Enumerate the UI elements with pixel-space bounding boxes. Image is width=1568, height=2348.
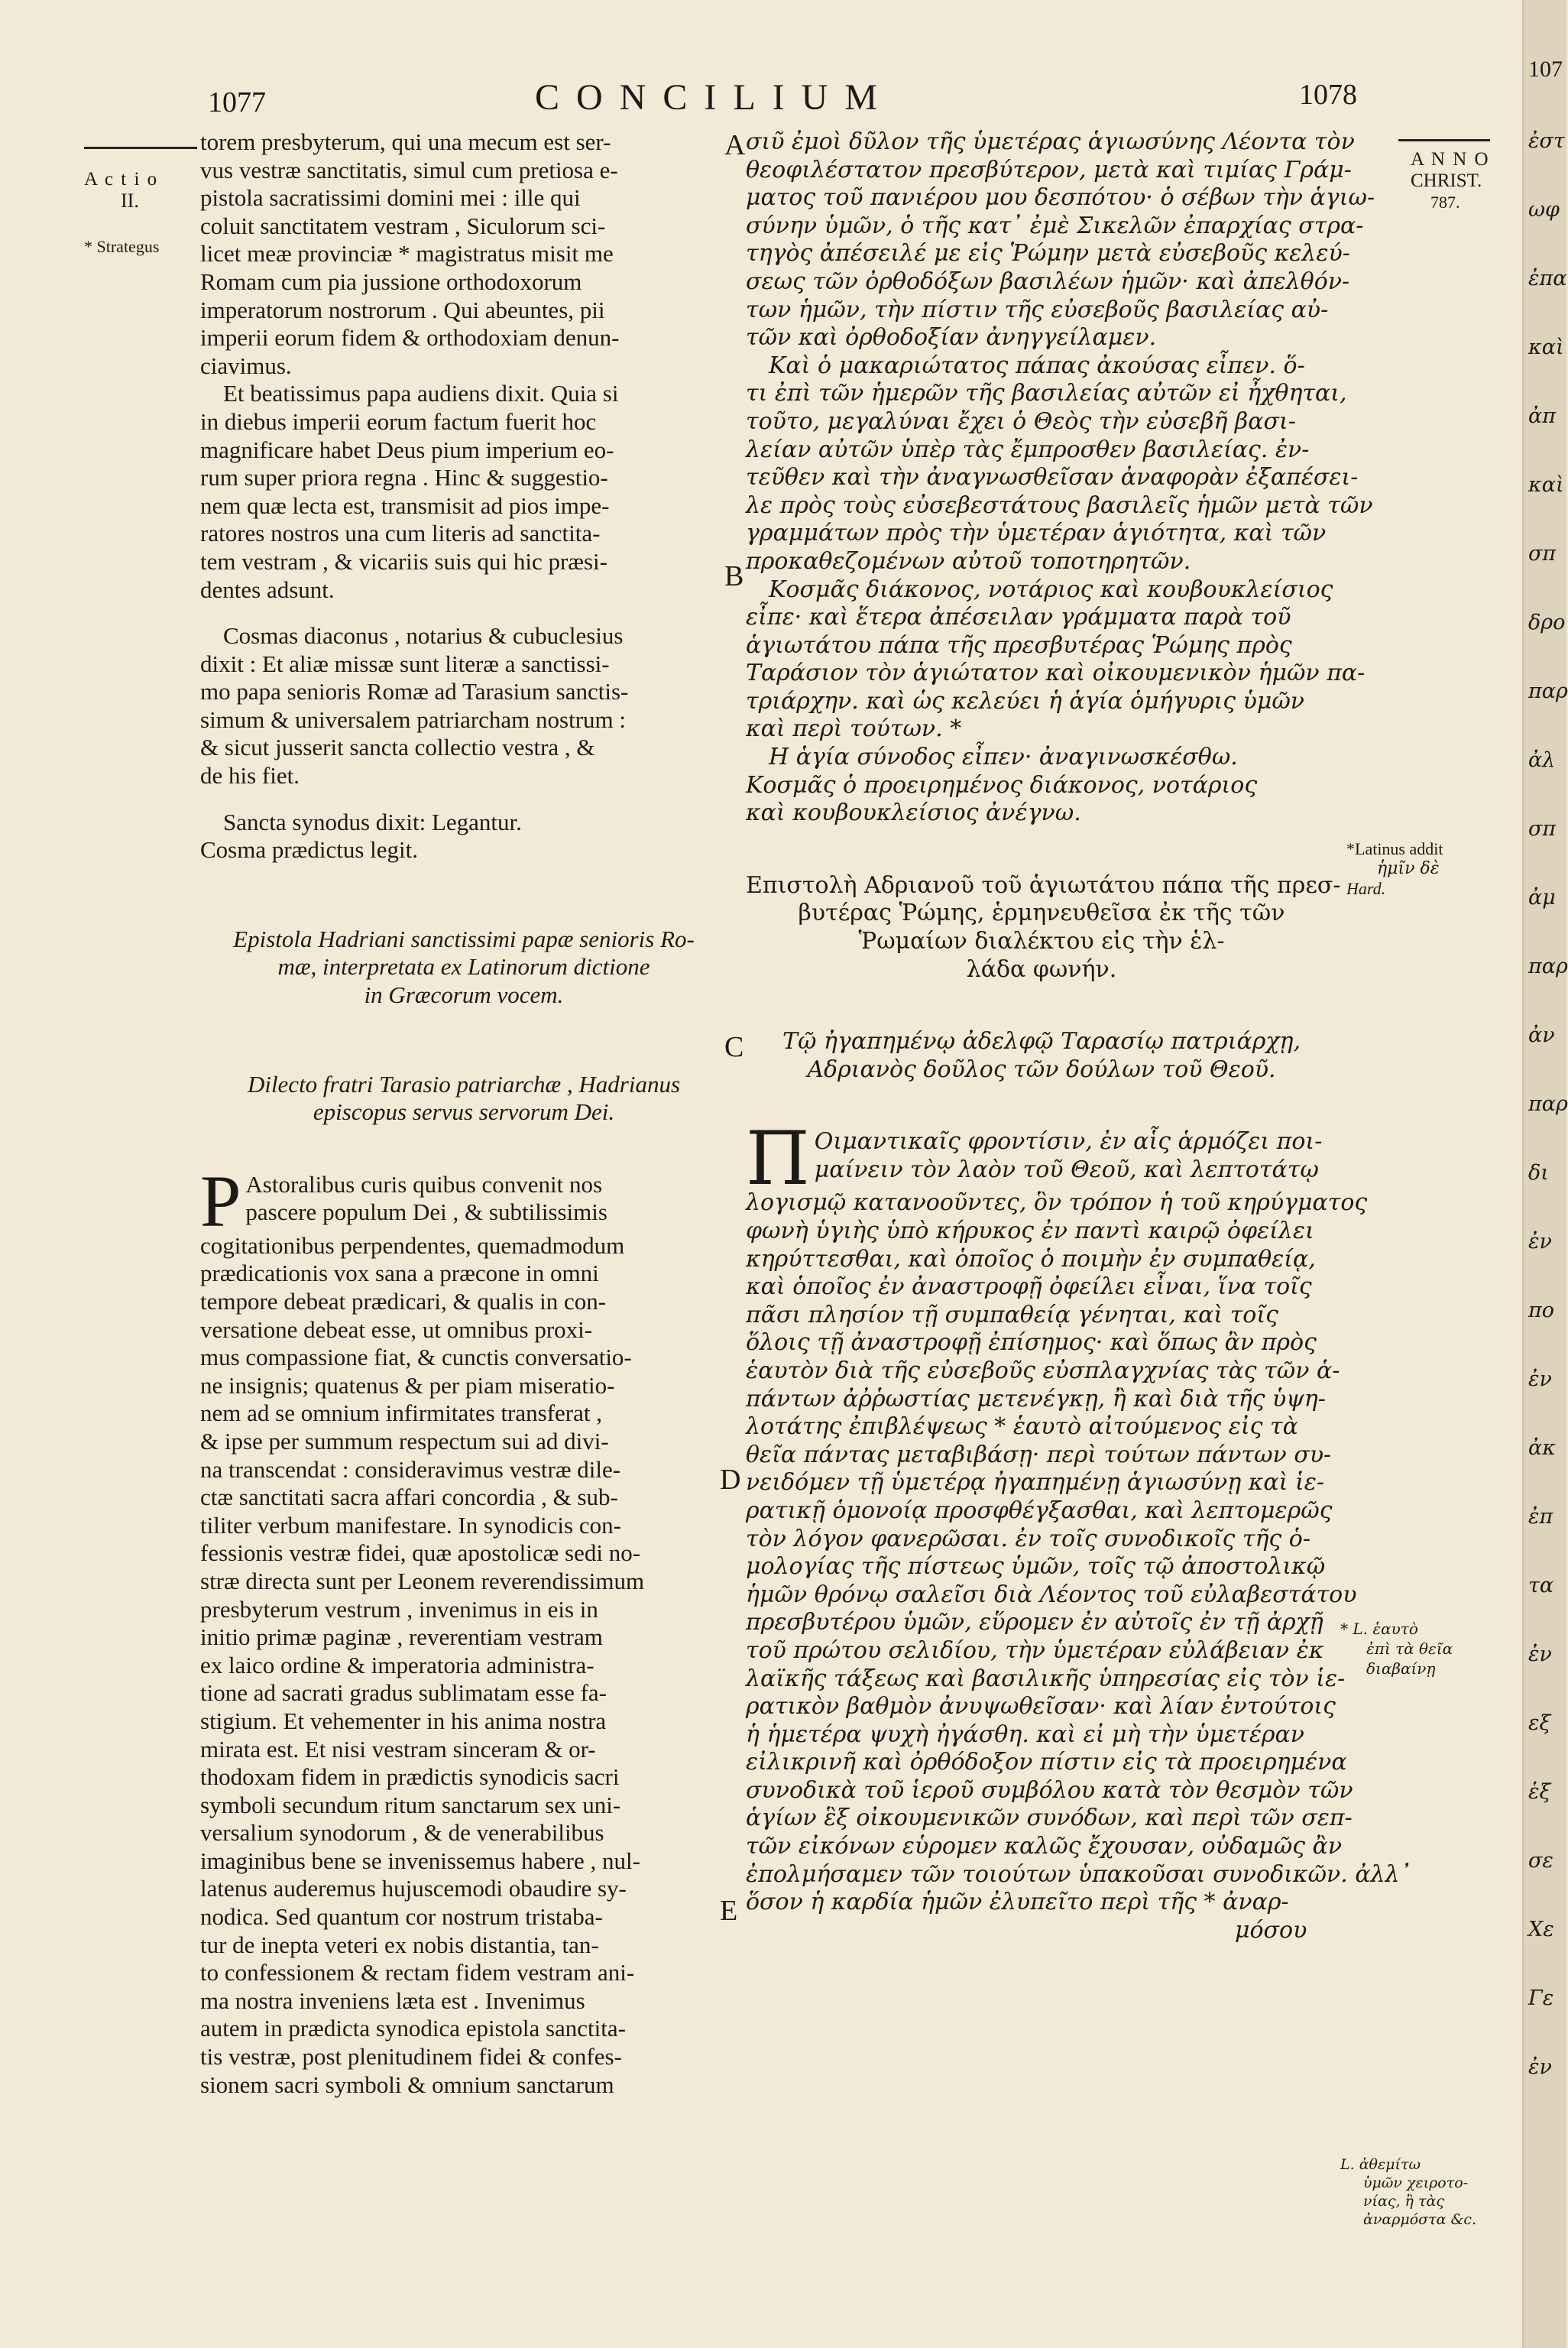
greek-line: σεως τῶν ὀρθοδόξων βασιλέων ἡμῶν· καὶ ἀπελθόν- <box>746 268 1350 295</box>
greek-paragraph-3 <box>746 576 1366 744</box>
left-page-number: 1077 <box>208 86 266 118</box>
adjacent-page-word: ἀν <box>1528 1023 1555 1047</box>
latin-paragraph-3 <box>200 622 727 790</box>
adjacent-page-word: καὶ <box>1528 473 1564 497</box>
margin-year: 787. <box>1430 193 1460 212</box>
latin-line: Romam cum pia jussione orthodoxorum <box>200 268 582 295</box>
adjacent-page-word: δρο <box>1528 611 1566 634</box>
greek-catchword: μόσου <box>1235 1916 1307 1944</box>
latin-line: ctæ sanctitati sacra affari concordia , & sub- <box>200 1484 618 1511</box>
section-letter-d: D <box>720 1464 741 1496</box>
latin-caption-line: Epistola Hadriani sanctissimi papæ senioris Ro- <box>233 925 695 952</box>
latin-line: dentes adsunt. <box>200 576 335 603</box>
adjacent-page-word: ἐπ <box>1528 1505 1553 1529</box>
latin-line: tur de inepta veteri ex nobis distantia, tan- <box>200 1931 599 1958</box>
greek-line: σύνην ὑμῶν, ὁ τῆς κατ᾽ ἐμὲ Σικελῶν ἐπαρχίας στρα- <box>746 212 1364 239</box>
adjacent-page-word: παρ <box>1528 679 1568 703</box>
greek-epistle-title <box>746 871 1341 984</box>
adjacent-page-word: ἐπα <box>1528 267 1567 290</box>
adjacent-page-word: σε <box>1528 1849 1553 1873</box>
greek-line: ἡμῶν θρόνῳ σαλεῖσι διὰ Λέοντος τοῦ εὐλαβεστάτου <box>746 1581 1357 1608</box>
latin-dropcap: P <box>200 1159 241 1242</box>
margin-greek-note-1: * L. ἑαυτὸ ἐπὶ τὰ θεῖα διαβαίνῃ <box>1340 1620 1453 1678</box>
greek-line: τῶν καὶ ὀρθοδοξίαν ἀνηγγείλαμεν. <box>746 324 1157 352</box>
section-letter-a: A <box>724 129 746 161</box>
latin-line: na transcendat : consideravimus vestræ dile- <box>200 1455 621 1483</box>
greek-line: λε πρὸς τοὺς εὐσεβεστάτους βασιλεῖς ἡμῶν μετὰ τῶν <box>746 491 1373 519</box>
adjacent-page-word: πο <box>1528 1299 1555 1322</box>
greek-line: προκαθεζομένων αὐτοῦ τοποτηρητῶν. <box>746 547 1191 575</box>
latin-line: tis vestræ, post plenitudinem fidei & confes- <box>200 2043 622 2071</box>
greek-line: εἶπε· καὶ ἕτερα ἀπέσειλαν γράμματα παρὰ τοῦ <box>746 604 1291 631</box>
latin-line: cogitationibus perpendentes, quemadmodum <box>200 1231 625 1259</box>
latin-line: tem vestram , & vicariis suis qui hic præsi- <box>200 547 607 575</box>
greek-line: λογισμῷ κατανοοῦντες, ὃν τρόπον ἡ τοῦ κηρύγματος <box>746 1189 1368 1217</box>
latin-line: ne insignis; quatenus & per piam miseratio- <box>200 1371 615 1399</box>
greek-caption-line: Ῥωμαίων διαλέκτου εἰς τὴν ἑλ- <box>858 928 1225 955</box>
latin-line: initio primæ paginæ , reverentiam vestram <box>200 1623 603 1651</box>
latin-line: stigium. Et vehementer in his anima nostra <box>200 1707 607 1734</box>
greek-line: τηγὸς ἀπέσειλέ με εἰς Ῥώμην μετὰ εὐσεβοῦς κελεύ- <box>746 240 1350 268</box>
latin-line: dixit : Et aliæ missæ sunt literæ a sanctissi- <box>200 650 610 677</box>
greek-line: τοῦτο, μεγαλύναι ἔχει ὁ Θεὸς τὴν εὐσεβῆ βασι- <box>746 407 1296 435</box>
latin-line: mirata est. Et nisi vestram sinceram & or- <box>200 1735 596 1763</box>
adjacent-page-word: παρ <box>1528 955 1568 978</box>
greek-line: νειδόμεν τῇ ὑμετέρᾳ ἠγαπημένῃ ἁγιωσύνῃ καὶ ἱε- <box>746 1469 1324 1497</box>
greek-line: σιῦ ἐμοὶ δῦλον τῆς ὑμετέρας ἁγιωσύνης Λέοντα τὸν <box>746 128 1355 155</box>
left-header-rule <box>84 147 197 149</box>
latin-line: latenus auderemus hujuscemodi obaudire sy- <box>200 1875 627 1902</box>
greek-line: ἐπολμήσαμεν τῶν τοιούτων ὑπακοῦσαι συνοδικῶν. ἀλλ᾽ <box>746 1860 1411 1888</box>
latin-epistle-body <box>200 1159 727 2099</box>
latin-line: mo papa senioris Romæ ad Tarasium sanctis- <box>200 678 629 705</box>
adjacent-page-word: ἐν <box>1528 1643 1552 1666</box>
latin-line: autem in prædicta synodica epistola sanctita- <box>200 2015 626 2042</box>
section-letter-e: E <box>720 1895 738 1927</box>
greek-paragraph-2 <box>746 352 1373 576</box>
greek-line: ὅλοις τῇ ἀναστροφῇ ἐπίσημος· καὶ ὅπως ἂν πρὸς <box>746 1329 1317 1357</box>
greek-dropcap: Π <box>746 1116 810 1202</box>
greek-line: τριάρχην. καὶ ὡς κελεύει ἡ ἁγία ὁμήγυρις ὑμῶν <box>746 687 1305 715</box>
greek-line: Κοσμᾶς ὁ προειρημένος διάκονος, νοτάριος <box>746 771 1258 799</box>
adjacent-page-word: ἐν <box>1528 2055 1552 2079</box>
latin-line: to confessionem & rectam fidem vestram ani- <box>200 1959 635 1986</box>
margin-actio-number: II. <box>121 190 139 212</box>
latin-line: ratores nostros una cum literis ad sanctita- <box>200 520 601 547</box>
adjacent-page-word: δι <box>1528 1161 1549 1185</box>
greek-line: εἰλικρινῆ καὶ ὀρθόδοξον πίστιν εἰς τὰ προειρημένα <box>746 1749 1347 1776</box>
latin-line: tiliter verbum manifestare. In synodicis con- <box>200 1511 621 1539</box>
latin-line: imperii eorum fidem & orthodoxiam denun- <box>200 324 620 352</box>
latin-line: tempore debeat prædicari, & qualis in con- <box>200 1288 607 1315</box>
margin-christi: CHRIST. <box>1411 170 1482 191</box>
greek-line: γραμμάτων πρὸς τὴν ὑμετέραν ἁγιότητα, καὶ τῶν <box>746 520 1327 547</box>
greek-line: τῶν εἰκόνων εὑρομεν καλῶς ἔχουσαν, οὐδαμῶς ἂν <box>746 1833 1343 1860</box>
greek-paragraph-1 <box>746 128 1375 352</box>
latin-line: magnificare habet Deus pium imperium eo- <box>200 436 614 463</box>
latin-line: licet meæ provinciæ * magistratus misit me <box>200 240 614 268</box>
latin-line: Cosma prædictus legit. <box>200 836 419 864</box>
latin-line: simum & universalem patriarcham nostrum : <box>200 705 627 733</box>
latin-line: nem quæ lecta est, transmisit ad pios impe- <box>200 491 610 519</box>
latin-paragraph-2 <box>200 380 727 604</box>
latin-line: prædicationis vox sana a præcone in omni <box>200 1260 599 1287</box>
latin-line: ma nostra inveniens læta est . Invenimus <box>200 1986 585 2014</box>
adjacent-page-text <box>1528 107 1568 2102</box>
latin-paragraph-1 <box>200 128 727 380</box>
latin-line: versatione debeat esse, ut omnibus proxi- <box>200 1315 593 1343</box>
latin-line: in diebus imperii eorum factum fuerit hoc <box>200 407 597 435</box>
latin-line: vus vestræ sanctitatis, simul cum pretiosa e- <box>200 156 618 183</box>
greek-line: Ταράσιον τὸν ἁγιώτατον καὶ οἰκουμενικὸν ἡμῶν πα- <box>746 660 1366 687</box>
greek-line: ἑαυτὸν διὰ τῆς εὐσεβοῦς εὐσπλαγχνίας τὰς τῶν ἁ- <box>746 1357 1340 1384</box>
greek-line: ἁγιωτάτου πάπα τῆς πρεσβυτέρας Ῥώμης πρὸς <box>746 631 1292 659</box>
latin-line: stræ directa sunt per Leonem reverendissimum <box>200 1567 645 1594</box>
adjacent-page-word: καὶ <box>1528 336 1564 359</box>
latin-line: fessionis vestræ fidei, quæ apostolicæ sedi no- <box>200 1539 641 1567</box>
greek-line: καὶ ὁποῖος ἐν ἀναστροφῇ ὀφείλει εἶναι, ἵνα τοῖς <box>746 1273 1312 1301</box>
greek-line: καὶ περὶ τούτων. * <box>746 715 962 743</box>
greek-caption-line: Επιστολὴ Αδριανοῦ τοῦ ἁγιωτάτου πάπα τῆς πρεσ- <box>746 871 1341 899</box>
greek-line: Καὶ ὁ μακαριώτατος πάπας ἀκούσας εἶπεν. ὅ- <box>769 352 1305 379</box>
greek-line: Η ἁγία σύνοδος εἶπεν· ἀναγινωσκέσθω. <box>769 744 1238 771</box>
greek-line: μαίνειν τὸν λαὸν τοῦ Θεοῦ, καὶ λεπτοτάτῳ <box>814 1156 1319 1183</box>
greek-line: Οιμαντικαῖς φροντίσιν, ἐν αἷς ἁρμόζει ποι- <box>814 1128 1323 1156</box>
margin-strategus-note: * Strategus <box>84 237 160 256</box>
latin-caption-line: episcopus servus servorum Dei. <box>313 1098 615 1126</box>
greek-paragraph-4 <box>746 744 1337 828</box>
latin-line: Cosmas diaconus , notarius & cubuclesius <box>223 622 624 650</box>
latin-line: de his fiet. <box>200 762 300 790</box>
adjacent-page-word: Γε <box>1528 1986 1554 2010</box>
latin-line: mus compassione fiat, & cunctis conversatio- <box>200 1344 632 1371</box>
latin-caption-line: Dilecto fratri Tarasio patriarchæ , Hadrianus <box>247 1070 681 1098</box>
margin-anno: A N N O <box>1411 149 1490 170</box>
greek-caption-line: Αδριανὸς δοῦλος τῶν δούλων τοῦ Θεοῦ. <box>807 1056 1276 1083</box>
greek-line: Κοσμᾶς διάκονος, νοτάριος καὶ κουβουκλείσιος <box>769 576 1333 603</box>
adjacent-page-word: Χε <box>1528 1918 1554 1941</box>
greek-line: ὅσον ἡ καρδία ἡμῶν ἐλυπεῖτο περὶ τῆς * ἀναρ- <box>746 1889 1289 1916</box>
right-header-rule <box>1398 139 1490 141</box>
latin-line: versalium synodorum , & de venerabilibus <box>200 1819 604 1847</box>
greek-line: κηρύττεσθαι, καὶ ὁποῖος ὁ ποιμὴν ἐν συμπαθείᾳ, <box>746 1245 1316 1273</box>
latin-line: symboli secundum ritum sanctarum sex uni- <box>200 1791 621 1818</box>
adjacent-page-word: ωφ <box>1528 198 1560 222</box>
adjacent-page-word: τα <box>1528 1574 1554 1597</box>
greek-line: λείαν αὐτῶν ὑπὲρ τὰς ἔμπροσθεν βασιλείας. ἐν- <box>746 436 1310 463</box>
greek-line: τεῦθεν καὶ τὴν ἀναγνωσθεῖσαν ἀναφορὰν ἐξαπέσει- <box>746 464 1359 491</box>
latin-line: tione ad sacrati gradus sublimatam esse fa- <box>200 1679 607 1707</box>
adjacent-page-word: σπ <box>1528 817 1557 841</box>
latin-line: Astoralibus curis quibus convenit nos <box>245 1170 603 1198</box>
margin-latinus-note: *Latinus addit ἡμῖν δὲ Hard. <box>1346 839 1443 898</box>
greek-line: λαϊκῆς τάξεως καὶ βασιλικῆς ὑπηρεσίας εἰς τὸν ἱε- <box>746 1665 1346 1692</box>
latin-line: ciavimus. <box>200 352 292 379</box>
latin-line: & sicut jusserit sancta collectio vestra , & <box>200 734 595 761</box>
latin-column <box>200 128 727 2099</box>
greek-caption-line: λάδα φωνήν. <box>966 955 1117 983</box>
latin-line: sionem sacri symboli & omnium sanctarum <box>200 2071 614 2098</box>
margin-actio: A c t i o <box>84 169 159 190</box>
page-title: CONCILIUM <box>535 77 894 118</box>
greek-line: ἁγίων ἓξ οἰκουμενικῶν συνόδων, καὶ περὶ τῶν σεπ- <box>746 1805 1353 1832</box>
greek-line: των ἡμῶν, τὴν πίστιν τῆς εὐσεβοῦς βασιλείας αὐ- <box>746 296 1329 323</box>
adjacent-page-word: ἐστ <box>1528 129 1565 153</box>
latin-line: nem ad se omnium infirmitates transferat , <box>200 1399 602 1427</box>
greek-line: ρατικῇ ὁμονοίᾳ προσφθέγξασθαι, καὶ λεπτομερῶς <box>746 1497 1333 1524</box>
latin-line: rum super priora regna . Hinc & suggestio- <box>200 464 608 491</box>
greek-line: θεῖα πάντας μεταβιβάσῃ· περὶ τούτων πάντων συ- <box>746 1441 1332 1468</box>
greek-caption-line: Τῷ ἠγαπημένῳ ἀδελφῷ Ταρασίῳ πατριάρχῃ, <box>782 1028 1301 1056</box>
greek-caption-line: βυτέρας Ῥώμης, ἑρμηνευθεῖσα ἐκ τῆς τῶν <box>798 900 1285 927</box>
latin-caption-line: mæ, interpretata ex Latinorum dictione <box>277 953 650 981</box>
margin-greek-note-2: L. ἀθεμίτω ὑμῶν χειροτο- νίας, ἢ τὰς ἀναρμόστα &c. <box>1340 2156 1477 2228</box>
latin-line: ex laico ordine & imperatoria administra- <box>200 1651 594 1678</box>
adjacent-page-word: ἐν <box>1528 1367 1552 1391</box>
greek-line: πρεσβυτέρου ὑμῶν, εὕρομεν ἐν αὐτοῖς ἐν τῇ ἀρχῇ <box>746 1609 1323 1636</box>
latin-paragraph-4 <box>200 809 727 864</box>
adjacent-page-word: παρ <box>1528 1092 1568 1116</box>
adjacent-page-word: σπ <box>1528 542 1557 566</box>
latin-line: pistola sacratissimi domini mei : ille qui <box>200 184 581 212</box>
adjacent-page-word: ἐν <box>1528 1230 1552 1253</box>
adjacent-page-word: ἀλ <box>1528 748 1556 772</box>
greek-line: ρατικὸν βαθμὸν ἀνυψωθεῖσαν· καὶ λίαν ἐντούτοις <box>746 1693 1336 1720</box>
latin-line: presbyterum vestrum , invenimus in eis in <box>200 1595 598 1623</box>
adjacent-page-word: ἀκ <box>1528 1436 1556 1460</box>
greek-line: ἡ ἡμετέρα ψυχὴ ἠγάσθη. καὶ εἰ μὴ τὴν ὑμετέραν <box>746 1720 1305 1748</box>
latin-line: pascere populum Dei , & subtilissimis <box>245 1198 607 1226</box>
adjacent-page-word: ἀπ <box>1528 404 1556 428</box>
adjacent-page-word: εξ <box>1528 1711 1551 1735</box>
greek-line: θεοφιλέστατον πρεσβύτερον, μετὰ καὶ τιμίας Γράμ- <box>746 156 1352 183</box>
greek-line: λοτάτης ἐπιβλέψεως * ἑαυτὸ αἰτούμενος εἰς τὰ <box>746 1413 1298 1441</box>
latin-caption-line: in Græcorum vocem. <box>364 981 564 1009</box>
greek-epistle-address <box>746 1028 1337 1084</box>
adjacent-page-word: ἀμ <box>1528 886 1556 910</box>
adjacent-page-word: ἑξ <box>1528 1780 1551 1804</box>
right-page-number: 1078 <box>1299 79 1357 111</box>
greek-line: φωνὴ ὑγιὴς ὑπὸ κήρυκος ἐν παντὶ καιρῷ ὀφείλει <box>746 1218 1314 1244</box>
latin-epistle-title <box>200 926 727 1010</box>
greek-line: πᾶσι πλησίον τῇ συμπαθείᾳ γένηται, καὶ τοῖς <box>746 1301 1278 1328</box>
greek-line: μολογίας τῆς πίστεως ὑμῶν, τοῖς τῷ ἀποστολικῷ <box>746 1553 1326 1581</box>
latin-line: imaginibus bene se invenissemus habere , nul- <box>200 1847 640 1874</box>
greek-line: τοῦ πρώτου σελιδίου, τὴν ὑμετέραν εὐλάβειαν ἐκ <box>746 1636 1324 1664</box>
latin-line: imperatorum nostrorum . Qui abeuntes, pii <box>200 296 605 323</box>
greek-line: καὶ κουβουκλείσιος ἀνέγνω. <box>746 799 1081 827</box>
latin-line: Et beatissimus papa audiens dixit. Quia si <box>223 380 619 407</box>
section-letter-c: C <box>724 1031 744 1063</box>
greek-line: ματος τοῦ πανιέρου μου δεσπότου· ὁ σέβων τὴν ἁγιω- <box>746 184 1375 212</box>
greek-line: πάντων ἀῤῥωστίας μετενέγκῃ, ἢ καὶ διὰ τῆς ὑψη- <box>746 1385 1326 1412</box>
latin-line: torem presbyterum, qui una mecum est ser- <box>200 128 611 155</box>
section-letter-b: B <box>724 560 744 592</box>
latin-line: coluit sanctitatem vestram , Siculorum sci- <box>200 212 606 239</box>
latin-line: Sancta synodus dixit: Legantur. <box>223 808 522 835</box>
adjacent-page-number: 107 <box>1528 57 1563 82</box>
latin-line: nodica. Sed quantum cor nostrum tristaba- <box>200 1903 603 1931</box>
latin-line: & ipse per summum respectum sui ad divi- <box>200 1427 609 1455</box>
latin-epistle-address <box>200 1071 727 1127</box>
greek-line: τὸν λόγον φανερῶσαι. ἐν τοῖς συνοδικοῖς τῆς ὁ- <box>746 1525 1310 1552</box>
greek-line: τι ἐπὶ τῶν ἡμερῶν τῆς βασιλείας αὐτῶν εἰ ἦχθηται, <box>746 380 1347 407</box>
greek-line: συνοδικὰ τοῦ ἱεροῦ συμβόλου κατὰ τὸν θεσμὸν τῶν <box>746 1776 1353 1804</box>
latin-line: thodoxam fidem in prædictis synodicis sacri <box>200 1763 620 1791</box>
